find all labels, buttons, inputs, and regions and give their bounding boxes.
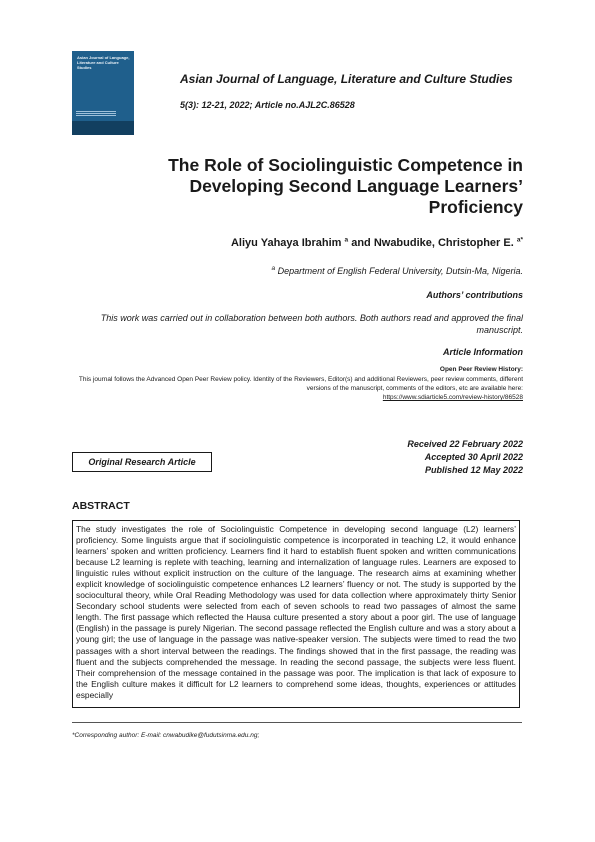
affiliation-marker: a (344, 236, 349, 244)
affiliation-marker: a* (516, 236, 523, 244)
article-dates (407, 438, 523, 477)
affiliation (271, 266, 523, 276)
affiliation-marker: a (271, 265, 276, 272)
cover-decoration (76, 111, 116, 112)
volume-line: 5(3): 12-21, 2022; Article no.AJL2C.86528 (180, 100, 355, 110)
corresponding-author-footnote: *Corresponding author: E-mail: cnwabudike@fudutsinma.edu.ng; (72, 732, 260, 739)
author-conjunction: and (348, 237, 374, 249)
contributions-heading: Authors’ contributions (426, 290, 523, 300)
journal-cover-image (72, 51, 134, 135)
peer-review-body: This journal follows the Advanced Open Peer Review policy. Identity of the Reviewers, Editor(s) and additional Reviewers, peer review comments, different versions of the manuscript, comments of the editors, etc are available here: (78, 376, 523, 392)
cover-band (72, 121, 134, 135)
article-type-badge: Original Research Article (72, 452, 212, 472)
article-information-heading: Article Information (442, 347, 523, 357)
author-name: Aliyu Yahaya Ibrahim (230, 237, 342, 249)
affiliation-text: Department of English Federal University, Dutsin-Ma, Nigeria. (275, 266, 523, 276)
abstract-box (72, 520, 520, 708)
title-line: Proficiency (428, 197, 523, 217)
author-name: Nwabudike, Christopher E. (373, 237, 514, 249)
abstract-text: The study investigates the role of Sociolinguistic Competence in developing second language (L2) learners’ proficiency. Some linguists argue that if sociolinguistic competence is incorporated in teaching L2, it would enhance learners’ spoken and written proficiency. Learners find it hard to establish fluent spoken and written communications because L2 learning is replete with teaching, learning and internalization of language rules. Learners are exposed to linguistic rules without explicit instruction on the culture of the language. The research aims at examining whether explicit knowledge of sociolinguistic competence enhances L2 learners’ fluency or not. The study is supported by the sociocultural theory, while Oral Reading Methodology was used for data collection where approximately thirty Senior Secondary school students were selected from each of seven schools to read two passages of almost the same length. The first passage which reflected the Hausa culture presented a story about a poor girl. The use of language (English) in the passage is purely Nigerian. The second passage reflected the English culture and was a story about a young girl; the use of language in the passage was native-speaker version. The subjects were timed to read the two passages with a short interval between the readings. The findings showed that in the first passage, the reading was fluent and the subjects comprehended the message. In reading the second passage, the subjects were less fluent. Their comprehension of the message contained in the passage was poor. The implication is that lack of exposure to the English culture makes it difficult for L2 learners to comprehend some ideas, thoughts, experiences or attitudes especially (76, 524, 516, 700)
abstract-heading: ABSTRACT (72, 500, 130, 512)
peer-review-text (63, 375, 523, 402)
received-date: Received 22 February 2022 (407, 439, 523, 449)
title-line: Developing Second Language Learners’ (189, 176, 523, 196)
journal-name: Asian Journal of Language, Literature and Culture Studies (180, 72, 513, 86)
peer-review-link[interactable]: https://www.sdiarticle5.com/review-history/86528 (382, 394, 523, 401)
accepted-date: Accepted 30 April 2022 (424, 452, 523, 462)
article-title (123, 155, 523, 218)
title-line: The Role of Sociolinguistic Competence in (168, 155, 523, 175)
footnote-divider (72, 722, 522, 723)
contributions-text: This work was carried out in collaboration between both authors. Both authors read and approved the final manuscript. (100, 313, 523, 335)
published-date: Published 12 May 2022 (424, 465, 523, 475)
cover-title: Asian Journal of Language, Literature and Culture Studies (77, 55, 130, 70)
peer-review-heading: Open Peer Review History: (439, 366, 523, 373)
author-list (231, 237, 523, 249)
